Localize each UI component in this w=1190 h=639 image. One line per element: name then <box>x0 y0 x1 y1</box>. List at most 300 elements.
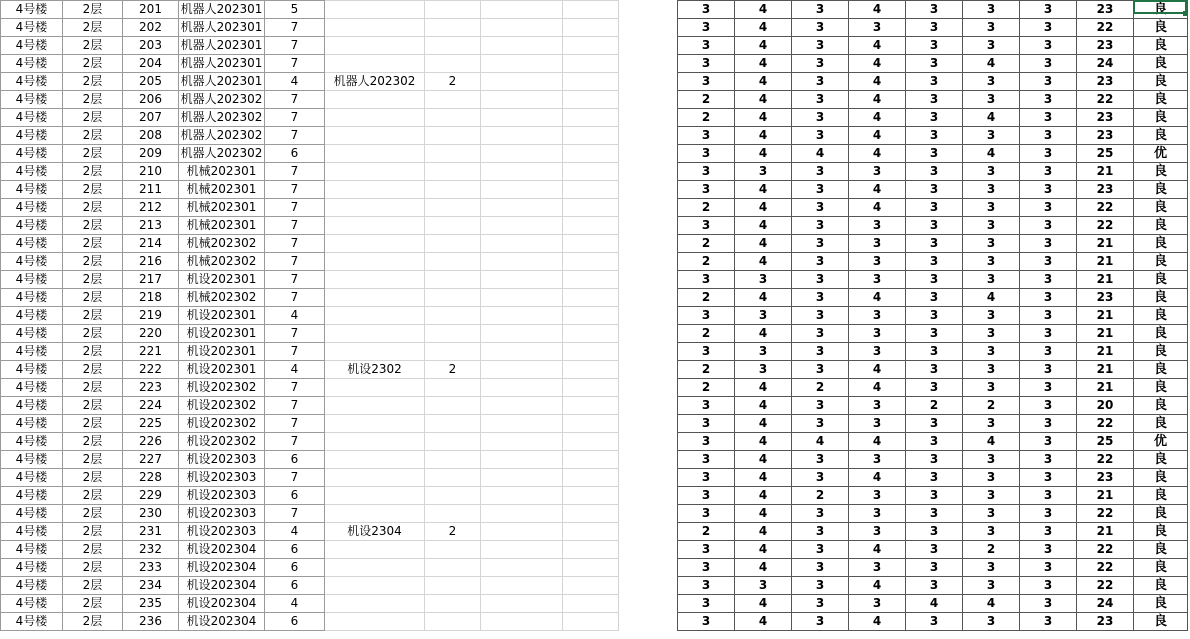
extra-count-cell[interactable] <box>425 37 481 55</box>
total-score-cell[interactable]: 21 <box>1077 253 1134 271</box>
extra-count-cell[interactable] <box>425 1 481 19</box>
score-cell-3[interactable]: 3 <box>792 559 849 577</box>
building-cell[interactable]: 4号楼 <box>1 325 63 343</box>
empty-cell[interactable] <box>481 109 563 127</box>
room-number-cell[interactable]: 219 <box>123 307 179 325</box>
floor-cell[interactable]: 2层 <box>63 433 123 451</box>
score-cell-7[interactable]: 3 <box>1020 523 1077 541</box>
building-cell[interactable]: 4号楼 <box>1 37 63 55</box>
student-count-cell[interactable]: 4 <box>265 73 325 91</box>
score-cell-4[interactable]: 4 <box>849 73 906 91</box>
total-score-cell[interactable]: 21 <box>1077 361 1134 379</box>
empty-cell[interactable] <box>563 235 619 253</box>
class-name-cell[interactable]: 机设202303 <box>179 451 265 469</box>
building-cell[interactable]: 4号楼 <box>1 145 63 163</box>
room-number-cell[interactable]: 235 <box>123 595 179 613</box>
building-cell[interactable]: 4号楼 <box>1 163 63 181</box>
score-cell-3[interactable]: 3 <box>792 235 849 253</box>
empty-cell[interactable] <box>481 397 563 415</box>
score-cell-6[interactable]: 4 <box>963 109 1020 127</box>
score-cell-1[interactable]: 3 <box>678 145 735 163</box>
extra-class-cell[interactable] <box>325 1 425 19</box>
empty-cell[interactable] <box>481 1 563 19</box>
score-cell-5[interactable]: 3 <box>906 199 963 217</box>
extra-count-cell[interactable] <box>425 433 481 451</box>
score-cell-4[interactable]: 4 <box>849 469 906 487</box>
extra-class-cell[interactable] <box>325 397 425 415</box>
score-cell-1[interactable]: 3 <box>678 217 735 235</box>
building-cell[interactable]: 4号楼 <box>1 19 63 37</box>
empty-cell[interactable] <box>563 613 619 631</box>
score-cell-4[interactable]: 3 <box>849 325 906 343</box>
score-cell-1[interactable]: 2 <box>678 199 735 217</box>
score-cell-1[interactable]: 3 <box>678 271 735 289</box>
score-cell-4[interactable]: 4 <box>849 433 906 451</box>
score-cell-2[interactable]: 3 <box>735 361 792 379</box>
class-name-cell[interactable]: 机设202301 <box>179 361 265 379</box>
extra-count-cell[interactable] <box>425 343 481 361</box>
extra-class-cell[interactable] <box>325 343 425 361</box>
floor-cell[interactable]: 2层 <box>63 55 123 73</box>
score-cell-6[interactable]: 3 <box>963 415 1020 433</box>
class-name-cell[interactable]: 机器人202302 <box>179 127 265 145</box>
grade-cell[interactable]: 良 <box>1134 1 1188 19</box>
class-name-cell[interactable]: 机设202301 <box>179 325 265 343</box>
student-count-cell[interactable]: 7 <box>265 433 325 451</box>
score-cell-1[interactable]: 3 <box>678 433 735 451</box>
score-cell-6[interactable]: 3 <box>963 343 1020 361</box>
score-cell-3[interactable]: 3 <box>792 289 849 307</box>
building-cell[interactable]: 4号楼 <box>1 433 63 451</box>
student-count-cell[interactable]: 7 <box>265 19 325 37</box>
student-count-cell[interactable]: 4 <box>265 595 325 613</box>
grade-cell[interactable]: 良 <box>1134 361 1188 379</box>
score-cell-2[interactable]: 4 <box>735 235 792 253</box>
floor-cell[interactable]: 2层 <box>63 379 123 397</box>
student-count-cell[interactable]: 7 <box>265 37 325 55</box>
empty-cell[interactable] <box>481 73 563 91</box>
score-cell-3[interactable]: 3 <box>792 127 849 145</box>
score-cell-3[interactable]: 3 <box>792 523 849 541</box>
class-name-cell[interactable]: 机械202301 <box>179 181 265 199</box>
room-number-cell[interactable]: 222 <box>123 361 179 379</box>
score-cell-5[interactable]: 3 <box>906 55 963 73</box>
floor-cell[interactable]: 2层 <box>63 91 123 109</box>
score-cell-4[interactable]: 4 <box>849 613 906 631</box>
score-cell-2[interactable]: 4 <box>735 181 792 199</box>
extra-count-cell[interactable] <box>425 397 481 415</box>
score-cell-2[interactable]: 4 <box>735 127 792 145</box>
extra-count-cell[interactable] <box>425 595 481 613</box>
building-cell[interactable]: 4号楼 <box>1 181 63 199</box>
class-name-cell[interactable]: 机器人202301 <box>179 73 265 91</box>
score-cell-7[interactable]: 3 <box>1020 73 1077 91</box>
score-cell-6[interactable]: 3 <box>963 37 1020 55</box>
score-cell-6[interactable]: 3 <box>963 559 1020 577</box>
score-cell-3[interactable]: 3 <box>792 91 849 109</box>
score-cell-6[interactable]: 4 <box>963 55 1020 73</box>
score-cell-3[interactable]: 3 <box>792 613 849 631</box>
score-cell-3[interactable]: 3 <box>792 415 849 433</box>
empty-cell[interactable] <box>563 361 619 379</box>
score-cell-6[interactable]: 2 <box>963 397 1020 415</box>
grade-cell[interactable]: 良 <box>1134 289 1188 307</box>
score-cell-6[interactable]: 3 <box>963 523 1020 541</box>
extra-class-cell[interactable] <box>325 613 425 631</box>
score-cell-5[interactable]: 3 <box>906 379 963 397</box>
class-name-cell[interactable]: 机设202304 <box>179 559 265 577</box>
room-number-cell[interactable]: 234 <box>123 577 179 595</box>
grade-cell[interactable]: 良 <box>1134 523 1188 541</box>
empty-cell[interactable] <box>563 505 619 523</box>
score-cell-1[interactable]: 2 <box>678 523 735 541</box>
score-cell-2[interactable]: 4 <box>735 37 792 55</box>
score-cell-7[interactable]: 3 <box>1020 1 1077 19</box>
grade-cell[interactable]: 良 <box>1134 235 1188 253</box>
extra-count-cell[interactable] <box>425 163 481 181</box>
score-cell-2[interactable]: 4 <box>735 505 792 523</box>
grade-cell[interactable]: 良 <box>1134 469 1188 487</box>
extra-class-cell[interactable] <box>325 199 425 217</box>
score-cell-2[interactable]: 4 <box>735 523 792 541</box>
total-score-cell[interactable]: 23 <box>1077 613 1134 631</box>
extra-count-cell[interactable] <box>425 379 481 397</box>
student-count-cell[interactable]: 7 <box>265 253 325 271</box>
floor-cell[interactable]: 2层 <box>63 343 123 361</box>
building-cell[interactable]: 4号楼 <box>1 397 63 415</box>
class-name-cell[interactable]: 机械202302 <box>179 253 265 271</box>
grade-cell[interactable]: 良 <box>1134 379 1188 397</box>
score-cell-1[interactable]: 3 <box>678 505 735 523</box>
score-cell-4[interactable]: 4 <box>849 379 906 397</box>
score-cell-3[interactable]: 3 <box>792 451 849 469</box>
score-cell-1[interactable]: 2 <box>678 361 735 379</box>
score-cell-5[interactable]: 3 <box>906 217 963 235</box>
score-cell-2[interactable]: 4 <box>735 19 792 37</box>
extra-class-cell[interactable] <box>325 433 425 451</box>
score-cell-5[interactable]: 3 <box>906 469 963 487</box>
class-name-cell[interactable]: 机设202302 <box>179 433 265 451</box>
total-score-cell[interactable]: 24 <box>1077 55 1134 73</box>
floor-cell[interactable]: 2层 <box>63 19 123 37</box>
score-cell-2[interactable]: 4 <box>735 253 792 271</box>
room-number-cell[interactable]: 230 <box>123 505 179 523</box>
score-cell-1[interactable]: 3 <box>678 613 735 631</box>
score-cell-4[interactable]: 4 <box>849 181 906 199</box>
empty-cell[interactable] <box>481 433 563 451</box>
extra-class-cell[interactable] <box>325 415 425 433</box>
extra-count-cell[interactable] <box>425 271 481 289</box>
room-number-cell[interactable]: 223 <box>123 379 179 397</box>
score-cell-7[interactable]: 3 <box>1020 469 1077 487</box>
score-cell-1[interactable]: 3 <box>678 181 735 199</box>
total-score-cell[interactable]: 22 <box>1077 505 1134 523</box>
score-cell-2[interactable]: 4 <box>735 613 792 631</box>
score-cell-7[interactable]: 3 <box>1020 217 1077 235</box>
score-cell-1[interactable]: 3 <box>678 577 735 595</box>
extra-class-cell[interactable] <box>325 289 425 307</box>
total-score-cell[interactable]: 25 <box>1077 433 1134 451</box>
score-cell-5[interactable]: 3 <box>906 541 963 559</box>
score-cell-5[interactable]: 3 <box>906 505 963 523</box>
score-cell-4[interactable]: 3 <box>849 307 906 325</box>
score-cell-5[interactable]: 3 <box>906 451 963 469</box>
score-cell-6[interactable]: 3 <box>963 271 1020 289</box>
score-cell-3[interactable]: 3 <box>792 577 849 595</box>
empty-cell[interactable] <box>563 145 619 163</box>
extra-class-cell[interactable] <box>325 325 425 343</box>
score-cell-2[interactable]: 4 <box>735 469 792 487</box>
score-cell-2[interactable]: 4 <box>735 73 792 91</box>
score-cell-7[interactable]: 3 <box>1020 109 1077 127</box>
extra-class-cell[interactable] <box>325 253 425 271</box>
score-cell-5[interactable]: 3 <box>906 433 963 451</box>
student-count-cell[interactable]: 7 <box>265 271 325 289</box>
class-name-cell[interactable]: 机器人202302 <box>179 145 265 163</box>
student-count-cell[interactable]: 6 <box>265 577 325 595</box>
empty-cell[interactable] <box>563 559 619 577</box>
room-number-cell[interactable]: 228 <box>123 469 179 487</box>
extra-class-cell[interactable] <box>325 379 425 397</box>
score-cell-1[interactable]: 3 <box>678 1 735 19</box>
floor-cell[interactable]: 2层 <box>63 181 123 199</box>
score-cell-4[interactable]: 3 <box>849 397 906 415</box>
score-cell-6[interactable]: 3 <box>963 613 1020 631</box>
empty-cell[interactable] <box>481 217 563 235</box>
extra-class-cell[interactable] <box>325 595 425 613</box>
score-cell-4[interactable]: 4 <box>849 1 906 19</box>
grade-cell[interactable]: 良 <box>1134 217 1188 235</box>
extra-count-cell[interactable] <box>425 415 481 433</box>
score-cell-4[interactable]: 4 <box>849 289 906 307</box>
room-number-cell[interactable]: 205 <box>123 73 179 91</box>
score-cell-1[interactable]: 2 <box>678 253 735 271</box>
class-name-cell[interactable]: 机设202302 <box>179 397 265 415</box>
room-number-cell[interactable]: 225 <box>123 415 179 433</box>
score-cell-6[interactable]: 3 <box>963 1 1020 19</box>
total-score-cell[interactable]: 21 <box>1077 325 1134 343</box>
empty-cell[interactable] <box>563 217 619 235</box>
student-count-cell[interactable]: 6 <box>265 451 325 469</box>
floor-cell[interactable]: 2层 <box>63 415 123 433</box>
score-cell-5[interactable]: 3 <box>906 73 963 91</box>
score-cell-2[interactable]: 3 <box>735 577 792 595</box>
score-cell-3[interactable]: 3 <box>792 397 849 415</box>
score-cell-5[interactable]: 3 <box>906 325 963 343</box>
empty-cell[interactable] <box>563 181 619 199</box>
floor-cell[interactable]: 2层 <box>63 307 123 325</box>
score-cell-1[interactable]: 3 <box>678 469 735 487</box>
floor-cell[interactable]: 2层 <box>63 487 123 505</box>
empty-cell[interactable] <box>563 91 619 109</box>
score-cell-2[interactable]: 3 <box>735 343 792 361</box>
class-name-cell[interactable]: 机设202303 <box>179 487 265 505</box>
empty-cell[interactable] <box>563 523 619 541</box>
score-cell-7[interactable]: 3 <box>1020 145 1077 163</box>
empty-cell[interactable] <box>481 505 563 523</box>
extra-count-cell[interactable] <box>425 325 481 343</box>
building-cell[interactable]: 4号楼 <box>1 451 63 469</box>
student-count-cell[interactable]: 4 <box>265 361 325 379</box>
score-cell-7[interactable]: 3 <box>1020 361 1077 379</box>
grade-cell[interactable]: 良 <box>1134 253 1188 271</box>
score-cell-3[interactable]: 3 <box>792 109 849 127</box>
score-cell-7[interactable]: 3 <box>1020 505 1077 523</box>
floor-cell[interactable]: 2层 <box>63 451 123 469</box>
floor-cell[interactable]: 2层 <box>63 235 123 253</box>
score-cell-2[interactable]: 3 <box>735 307 792 325</box>
extra-class-cell[interactable] <box>325 559 425 577</box>
empty-cell[interactable] <box>481 289 563 307</box>
score-cell-7[interactable]: 3 <box>1020 613 1077 631</box>
room-number-cell[interactable]: 201 <box>123 1 179 19</box>
score-cell-4[interactable]: 4 <box>849 55 906 73</box>
extra-count-cell[interactable] <box>425 199 481 217</box>
score-cell-2[interactable]: 3 <box>735 271 792 289</box>
score-cell-5[interactable]: 3 <box>906 127 963 145</box>
score-cell-3[interactable]: 3 <box>792 253 849 271</box>
total-score-cell[interactable]: 23 <box>1077 469 1134 487</box>
empty-cell[interactable] <box>563 127 619 145</box>
score-cell-5[interactable]: 3 <box>906 289 963 307</box>
score-cell-7[interactable]: 3 <box>1020 577 1077 595</box>
student-count-cell[interactable]: 4 <box>265 307 325 325</box>
floor-cell[interactable]: 2层 <box>63 271 123 289</box>
score-cell-3[interactable]: 3 <box>792 199 849 217</box>
empty-cell[interactable] <box>563 109 619 127</box>
floor-cell[interactable]: 2层 <box>63 541 123 559</box>
student-count-cell[interactable]: 7 <box>265 91 325 109</box>
building-cell[interactable]: 4号楼 <box>1 271 63 289</box>
grade-cell[interactable]: 良 <box>1134 397 1188 415</box>
total-score-cell[interactable]: 22 <box>1077 19 1134 37</box>
empty-cell[interactable] <box>563 73 619 91</box>
score-cell-3[interactable]: 3 <box>792 325 849 343</box>
extra-count-cell[interactable] <box>425 127 481 145</box>
class-name-cell[interactable]: 机械202302 <box>179 235 265 253</box>
room-number-cell[interactable]: 209 <box>123 145 179 163</box>
score-cell-4[interactable]: 3 <box>849 343 906 361</box>
score-cell-4[interactable]: 3 <box>849 505 906 523</box>
score-cell-3[interactable]: 3 <box>792 19 849 37</box>
student-count-cell[interactable]: 7 <box>265 217 325 235</box>
total-score-cell[interactable]: 20 <box>1077 397 1134 415</box>
student-count-cell[interactable]: 7 <box>265 109 325 127</box>
extra-count-cell[interactable] <box>425 253 481 271</box>
empty-cell[interactable] <box>481 91 563 109</box>
total-score-cell[interactable]: 21 <box>1077 235 1134 253</box>
total-score-cell[interactable]: 21 <box>1077 163 1134 181</box>
floor-cell[interactable]: 2层 <box>63 73 123 91</box>
extra-count-cell[interactable] <box>425 613 481 631</box>
student-count-cell[interactable]: 6 <box>265 559 325 577</box>
extra-class-cell[interactable] <box>325 55 425 73</box>
score-cell-4[interactable]: 3 <box>849 271 906 289</box>
total-score-cell[interactable]: 23 <box>1077 109 1134 127</box>
score-cell-4[interactable]: 4 <box>849 91 906 109</box>
score-cell-1[interactable]: 3 <box>678 37 735 55</box>
score-cell-3[interactable]: 3 <box>792 469 849 487</box>
empty-cell[interactable] <box>481 541 563 559</box>
total-score-cell[interactable]: 22 <box>1077 199 1134 217</box>
extra-class-cell[interactable] <box>325 37 425 55</box>
score-cell-7[interactable]: 3 <box>1020 235 1077 253</box>
score-cell-5[interactable]: 2 <box>906 397 963 415</box>
extra-class-cell[interactable]: 机设2304 <box>325 523 425 541</box>
grade-cell[interactable]: 良 <box>1134 91 1188 109</box>
floor-cell[interactable]: 2层 <box>63 253 123 271</box>
score-cell-5[interactable]: 3 <box>906 343 963 361</box>
score-cell-2[interactable]: 4 <box>735 559 792 577</box>
total-score-cell[interactable]: 22 <box>1077 577 1134 595</box>
score-cell-2[interactable]: 4 <box>735 325 792 343</box>
score-cell-1[interactable]: 3 <box>678 55 735 73</box>
score-cell-4[interactable]: 4 <box>849 145 906 163</box>
extra-class-cell[interactable] <box>325 109 425 127</box>
empty-cell[interactable] <box>481 199 563 217</box>
score-cell-2[interactable]: 4 <box>735 145 792 163</box>
building-cell[interactable]: 4号楼 <box>1 73 63 91</box>
extra-class-cell[interactable]: 机设2302 <box>325 361 425 379</box>
score-cell-7[interactable]: 3 <box>1020 199 1077 217</box>
floor-cell[interactable]: 2层 <box>63 577 123 595</box>
floor-cell[interactable]: 2层 <box>63 505 123 523</box>
class-name-cell[interactable]: 机器人202301 <box>179 19 265 37</box>
extra-count-cell[interactable] <box>425 19 481 37</box>
room-number-cell[interactable]: 210 <box>123 163 179 181</box>
grade-cell[interactable]: 良 <box>1134 505 1188 523</box>
building-cell[interactable]: 4号楼 <box>1 487 63 505</box>
building-cell[interactable]: 4号楼 <box>1 379 63 397</box>
score-cell-1[interactable]: 3 <box>678 541 735 559</box>
total-score-cell[interactable]: 24 <box>1077 595 1134 613</box>
room-number-cell[interactable]: 211 <box>123 181 179 199</box>
floor-cell[interactable]: 2层 <box>63 361 123 379</box>
score-cell-6[interactable]: 3 <box>963 577 1020 595</box>
building-cell[interactable]: 4号楼 <box>1 541 63 559</box>
empty-cell[interactable] <box>563 307 619 325</box>
score-cell-6[interactable]: 4 <box>963 289 1020 307</box>
empty-cell[interactable] <box>563 271 619 289</box>
score-cell-4[interactable]: 3 <box>849 217 906 235</box>
score-cell-5[interactable]: 3 <box>906 577 963 595</box>
score-cell-6[interactable]: 4 <box>963 595 1020 613</box>
score-cell-4[interactable]: 4 <box>849 199 906 217</box>
extra-class-cell[interactable] <box>325 19 425 37</box>
score-cell-6[interactable]: 3 <box>963 73 1020 91</box>
floor-cell[interactable]: 2层 <box>63 163 123 181</box>
extra-class-cell[interactable] <box>325 577 425 595</box>
score-cell-5[interactable]: 3 <box>906 145 963 163</box>
extra-count-cell[interactable] <box>425 91 481 109</box>
score-cell-1[interactable]: 3 <box>678 73 735 91</box>
score-cell-3[interactable]: 3 <box>792 217 849 235</box>
score-cell-1[interactable]: 3 <box>678 307 735 325</box>
grade-cell[interactable]: 良 <box>1134 325 1188 343</box>
floor-cell[interactable]: 2层 <box>63 145 123 163</box>
class-name-cell[interactable]: 机设202302 <box>179 415 265 433</box>
score-cell-2[interactable]: 4 <box>735 397 792 415</box>
building-cell[interactable]: 4号楼 <box>1 595 63 613</box>
total-score-cell[interactable]: 23 <box>1077 73 1134 91</box>
fill-handle[interactable] <box>1183 11 1188 16</box>
building-cell[interactable]: 4号楼 <box>1 55 63 73</box>
score-cell-7[interactable]: 3 <box>1020 271 1077 289</box>
empty-cell[interactable] <box>481 559 563 577</box>
empty-cell[interactable] <box>563 433 619 451</box>
empty-cell[interactable] <box>481 19 563 37</box>
student-count-cell[interactable]: 6 <box>265 145 325 163</box>
